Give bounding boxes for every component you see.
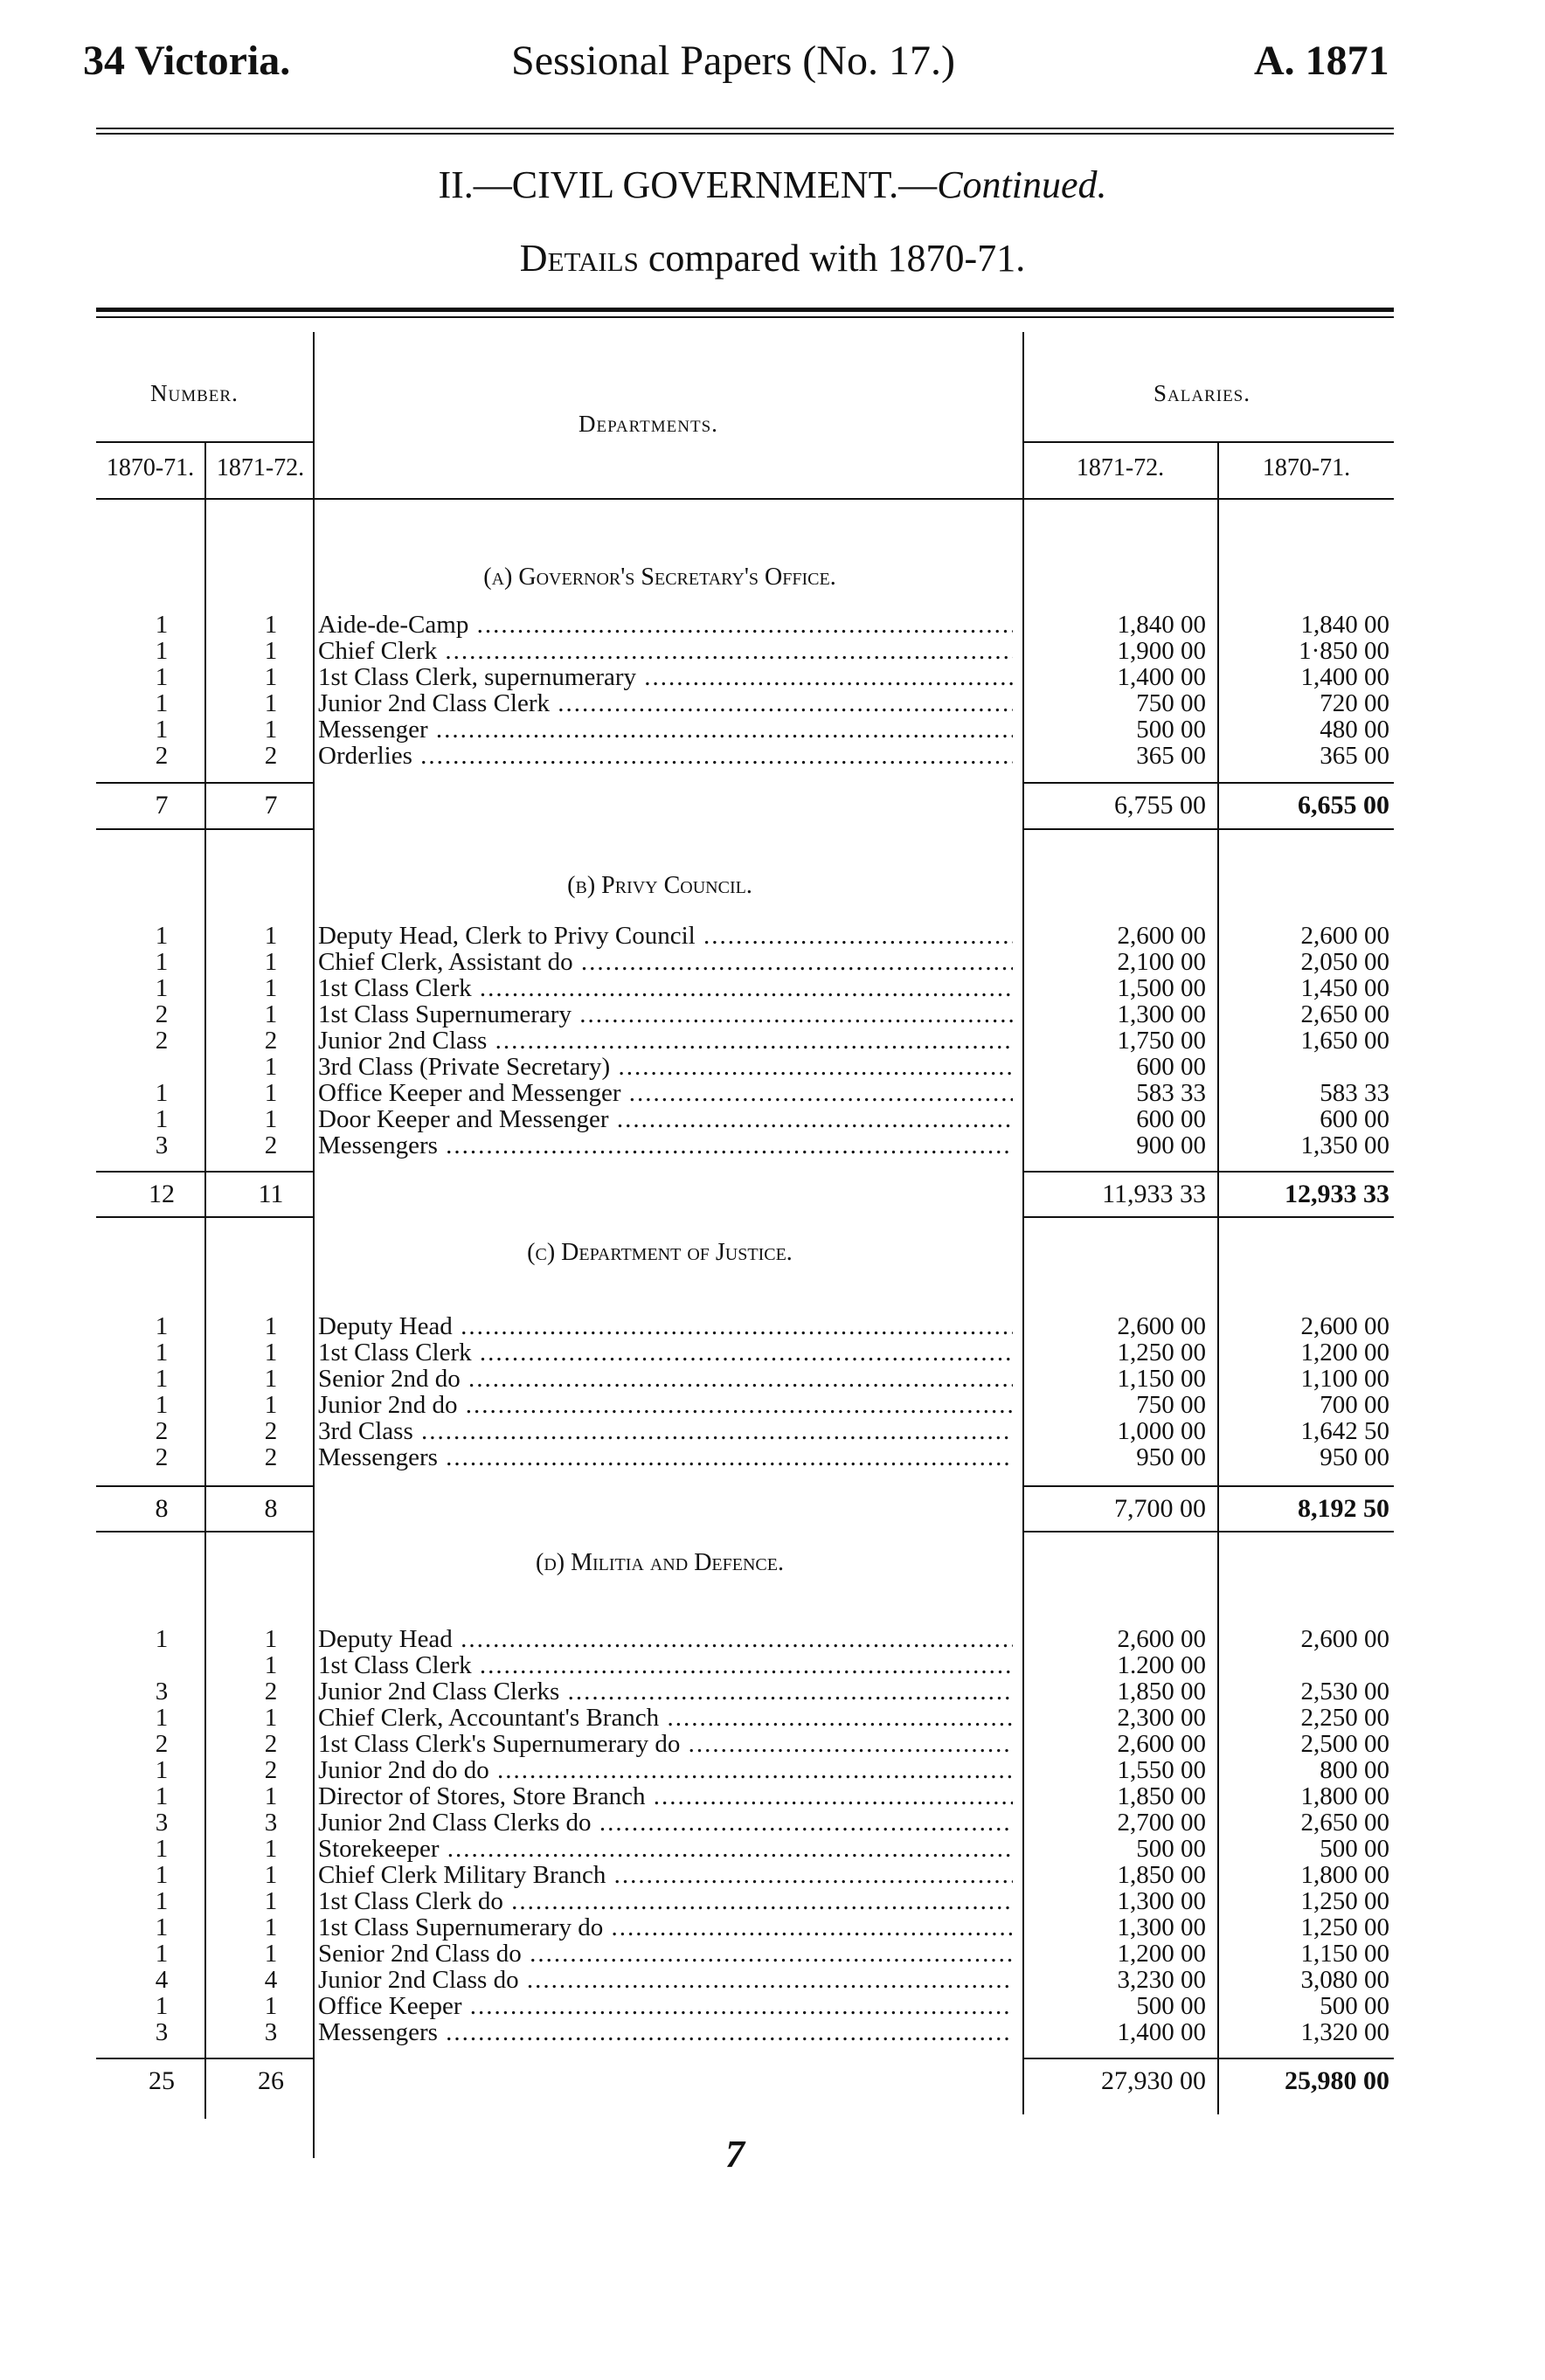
department-label: Messengers ..... — [318, 1132, 1013, 1159]
count-1870-71: 1 — [155, 1887, 169, 1915]
department-label: Chief Clerk ..... — [318, 638, 1013, 664]
count-1870-71: 1 — [155, 1913, 169, 1941]
count-1870-71: 2 — [155, 1000, 169, 1028]
table-row — [0, 1313, 1545, 1339]
department-label: Aide-de-Camp ..... — [318, 612, 1013, 638]
department-label: Senior 2nd do ..... — [318, 1366, 1013, 1392]
header-bottom-rule — [96, 498, 1394, 500]
table-row — [0, 612, 1545, 638]
count-1870-71: 1 — [155, 1940, 169, 1968]
total-salary-1871-72: 6,755 00 — [1114, 791, 1206, 820]
count-1870-71: 1 — [155, 637, 169, 665]
salary-1871-72: 600 00 — [1136, 1105, 1206, 1133]
total-salary-1870-71: 8,192 50 — [1298, 1494, 1389, 1523]
department-label: Senior 2nd Class do ..... — [318, 1941, 1013, 1967]
salary-1870-71: 480 00 — [1320, 716, 1389, 744]
count-1871-72: 2 — [264, 742, 278, 770]
count-1871-72: 1 — [264, 716, 278, 744]
salary-1870-71: 1,650 00 — [1300, 1027, 1389, 1055]
table-row — [0, 1731, 1545, 1757]
salary-1871-72: 500 00 — [1136, 716, 1206, 744]
salary-1870-71: 1,800 00 — [1300, 1861, 1389, 1889]
department-label: Junior 2nd do ..... — [318, 1392, 1013, 1418]
count-1870-71: 1 — [155, 922, 169, 950]
table-row — [0, 1339, 1545, 1366]
table-row — [0, 1106, 1545, 1132]
count-1871-72: 3 — [264, 1809, 278, 1837]
salary-1871-72: 2,600 00 — [1117, 1312, 1206, 1340]
department-label: 1st Class Clerk ..... — [318, 975, 1013, 1001]
salary-1870-71: 1,250 00 — [1300, 1887, 1389, 1915]
subtotal-top-rule — [96, 782, 313, 784]
salary-1871-72: 1,250 00 — [1117, 1339, 1206, 1366]
salary-1870-71: 2,050 00 — [1300, 948, 1389, 976]
count-1870-71: 1 — [155, 948, 169, 976]
total-count-1871-72: 26 — [258, 2066, 284, 2095]
header-rule-1 — [96, 128, 1394, 129]
total-count-1871-72: 11 — [258, 1180, 284, 1208]
salary-1871-72: 2,600 00 — [1117, 922, 1206, 950]
col-number-heading: Number. — [150, 380, 239, 406]
salary-1871-72: 1,840 00 — [1117, 611, 1206, 639]
subtotal-bottom-rule — [96, 1216, 313, 1218]
count-1871-72: 1 — [264, 1339, 278, 1366]
salary-1871-72: 1,300 00 — [1117, 1887, 1206, 1915]
salary-1870-71: 1,320 00 — [1300, 2018, 1389, 2046]
subtotal-top-rule — [96, 1485, 313, 1487]
subtotal-top-rule — [1024, 2058, 1394, 2059]
table-row — [0, 1027, 1545, 1054]
salary-1870-71: 2,650 00 — [1300, 1809, 1389, 1837]
salary-1870-71: 1,642 50 — [1300, 1417, 1389, 1445]
subtitle-rest: compared with 1870-71. — [638, 237, 1026, 280]
salary-1871-72: 1,150 00 — [1117, 1365, 1206, 1393]
salary-1870-71: 1,400 00 — [1300, 663, 1389, 691]
count-1871-72: 2 — [264, 1730, 278, 1758]
table-row — [0, 1783, 1545, 1809]
department-label: 1st Class Clerk do ..... — [318, 1888, 1013, 1914]
col-1871-72-salary: 1871-72. — [1076, 454, 1165, 481]
table-row — [0, 690, 1545, 716]
department-label: Director of Stores, Store Branch ..... — [318, 1783, 1013, 1809]
total-salary-1871-72: 11,933 33 — [1102, 1180, 1206, 1208]
title-continued: Continued. — [937, 163, 1107, 206]
salary-1870-71: 2,530 00 — [1300, 1678, 1389, 1705]
count-1870-71: 1 — [155, 1992, 169, 2020]
table-row — [0, 1967, 1545, 1993]
col-salaries-heading: Salaries. — [1154, 380, 1251, 406]
salary-1870-71: 2,600 00 — [1300, 1312, 1389, 1340]
salary-1870-71: 2,500 00 — [1300, 1730, 1389, 1758]
table-row — [0, 1862, 1545, 1888]
table-top-rule-2 — [96, 316, 1394, 318]
count-1871-72: 1 — [264, 1887, 278, 1915]
table-row — [0, 1888, 1545, 1914]
count-1871-72: 1 — [264, 1312, 278, 1340]
count-1870-71: 1 — [155, 1391, 169, 1419]
salary-1870-71: 1,150 00 — [1300, 1940, 1389, 1968]
count-1870-71: 2 — [155, 1730, 169, 1758]
department-label: Deputy Head, Clerk to Privy Council ..... — [318, 923, 1013, 949]
count-1870-71: 2 — [155, 1443, 169, 1471]
count-1871-72: 1 — [264, 1940, 278, 1968]
count-1870-71: 3 — [155, 1809, 169, 1837]
table-row — [0, 1418, 1545, 1444]
subtotal-bottom-rule — [96, 828, 313, 830]
salary-1870-71: 1,840 00 — [1300, 611, 1389, 639]
count-1870-71: 1 — [155, 1079, 169, 1107]
col-departments-heading: Departments. — [579, 411, 718, 437]
department-label: Deputy Head ..... — [318, 1626, 1013, 1652]
section-title-governors-office: (a) Governor's Secretary's Office. — [483, 564, 836, 591]
count-1871-72: 1 — [264, 1835, 278, 1863]
salary-1871-72: 1,200 00 — [1117, 1940, 1206, 1968]
count-1870-71: 2 — [155, 742, 169, 770]
total-count-1870-71: 8 — [155, 1494, 169, 1523]
count-1871-72: 1 — [264, 1625, 278, 1653]
count-1870-71: 1 — [155, 1625, 169, 1653]
salary-1870-71: 2,650 00 — [1300, 1000, 1389, 1028]
table-row — [0, 1757, 1545, 1783]
table-row — [0, 716, 1545, 743]
table-row — [0, 2019, 1545, 2045]
count-1870-71: 1 — [155, 1756, 169, 1784]
subtotal-bottom-rule — [1024, 1216, 1394, 1218]
salary-1870-71: 1,800 00 — [1300, 1782, 1389, 1810]
subtotal-row — [0, 1180, 1545, 1209]
salary-1871-72: 1,900 00 — [1117, 637, 1206, 665]
department-label: Messengers ..... — [318, 1444, 1013, 1470]
department-label: Junior 2nd Class Clerk ..... — [318, 690, 1013, 716]
salary-1871-72: 1,300 00 — [1117, 1913, 1206, 1941]
salary-1870-71: 700 00 — [1320, 1391, 1389, 1419]
count-1871-72: 1 — [264, 1105, 278, 1133]
department-label: 1st Class Clerk ..... — [318, 1652, 1013, 1678]
count-1870-71: 1 — [155, 1365, 169, 1393]
total-salary-1871-72: 27,930 00 — [1101, 2066, 1206, 2095]
count-1871-72: 1 — [264, 1913, 278, 1941]
section-title-privy-council: (b) Privy Council. — [567, 872, 752, 899]
salary-1871-72: 365 00 — [1136, 742, 1206, 770]
count-1870-71: 1 — [155, 1105, 169, 1133]
salary-1870-71: 800 00 — [1320, 1756, 1389, 1784]
subtotal-bottom-rule — [1024, 1531, 1394, 1532]
salary-1871-72: 500 00 — [1136, 1992, 1206, 2020]
department-label: Chief Clerk, Assistant do ..... — [318, 949, 1013, 975]
salary-1870-71: 1·850 00 — [1299, 637, 1389, 665]
salary-1870-71: 1,250 00 — [1300, 1913, 1389, 1941]
table-row — [0, 1001, 1545, 1027]
count-1870-71: 1 — [155, 689, 169, 717]
department-label: 1st Class Supernumerary ..... — [318, 1001, 1013, 1027]
count-1871-72: 1 — [264, 1782, 278, 1810]
count-1871-72: 1 — [264, 1992, 278, 2020]
salary-1870-71: 1,450 00 — [1300, 974, 1389, 1002]
department-label: Deputy Head ..... — [318, 1313, 1013, 1339]
subtitle-details: Details — [519, 237, 639, 280]
total-count-1870-71: 7 — [155, 791, 169, 820]
table-row — [0, 664, 1545, 690]
table-row — [0, 638, 1545, 664]
department-label: Chief Clerk, Accountant's Branch ..... — [318, 1705, 1013, 1731]
department-label: Office Keeper and Messenger ..... — [318, 1080, 1013, 1106]
count-1871-72: 1 — [264, 974, 278, 1002]
table-row — [0, 949, 1545, 975]
table-row — [0, 1941, 1545, 1967]
salary-1871-72: 600 00 — [1136, 1053, 1206, 1081]
department-label: 1st Class Supernumerary do ..... — [318, 1914, 1013, 1941]
salary-1871-72: 1,850 00 — [1117, 1678, 1206, 1705]
count-1871-72: 1 — [264, 1000, 278, 1028]
salary-1870-71: 600 00 — [1320, 1105, 1389, 1133]
department-label: 3rd Class ..... — [318, 1418, 1013, 1444]
count-1871-72: 1 — [264, 948, 278, 976]
salaries-subhead-rule — [1024, 441, 1394, 443]
total-salary-1870-71: 12,933 33 — [1285, 1180, 1389, 1208]
count-1871-72: 1 — [264, 637, 278, 665]
salary-1871-72: 1,300 00 — [1117, 1000, 1206, 1028]
table-row — [0, 743, 1545, 769]
count-1870-71: 3 — [155, 1131, 169, 1159]
count-1871-72: 1 — [264, 1704, 278, 1732]
section-title-justice: (c) Department of Justice. — [527, 1239, 793, 1266]
count-1870-71: 2 — [155, 1027, 169, 1055]
salary-1870-71: 500 00 — [1320, 1992, 1389, 2020]
page-title — [0, 163, 1545, 207]
salary-1871-72: 2,100 00 — [1117, 948, 1206, 976]
count-1870-71: 1 — [155, 663, 169, 691]
salary-1871-72: 1,500 00 — [1117, 974, 1206, 1002]
salary-1871-72: 1,400 00 — [1117, 663, 1206, 691]
salary-1871-72: 750 00 — [1136, 1391, 1206, 1419]
table-row — [0, 1080, 1545, 1106]
count-1870-71: 3 — [155, 2018, 169, 2046]
count-1871-72: 1 — [264, 922, 278, 950]
count-1870-71: 3 — [155, 1678, 169, 1705]
count-1871-72: 1 — [264, 1651, 278, 1679]
total-salary-1870-71: 6,655 00 — [1298, 791, 1389, 820]
total-salary-1871-72: 7,700 00 — [1114, 1494, 1206, 1523]
salary-1870-71: 950 00 — [1320, 1443, 1389, 1471]
count-1871-72: 1 — [264, 689, 278, 717]
department-label: 3rd Class (Private Secretary) ..... — [318, 1054, 1013, 1080]
salary-1871-72: 950 00 — [1136, 1443, 1206, 1471]
table-row — [0, 1132, 1545, 1159]
count-1871-72: 4 — [264, 1966, 278, 1994]
table-top-rule-1 — [96, 308, 1394, 312]
department-label: Chief Clerk Military Branch ..... — [318, 1862, 1013, 1888]
table-row — [0, 1444, 1545, 1470]
count-1871-72: 2 — [264, 1443, 278, 1471]
total-count-1871-72: 8 — [264, 1494, 278, 1523]
count-1871-72: 1 — [264, 1365, 278, 1393]
department-label: 1st Class Clerk ..... — [318, 1339, 1013, 1366]
department-label: Door Keeper and Messenger ..... — [318, 1106, 1013, 1132]
count-1871-72: 2 — [264, 1417, 278, 1445]
count-1870-71: 1 — [155, 1704, 169, 1732]
table-row — [0, 1836, 1545, 1862]
department-label: Junior 2nd do do ..... — [318, 1757, 1013, 1783]
count-1870-71: 1 — [155, 1312, 169, 1340]
subtotal-row — [0, 1494, 1545, 1524]
table-row — [0, 1678, 1545, 1705]
title-main: II.—CIVIL GOVERNMENT.— — [438, 163, 938, 206]
salary-1871-72: 2,300 00 — [1117, 1704, 1206, 1732]
count-1871-72: 1 — [264, 1079, 278, 1107]
count-1871-72: 2 — [264, 1027, 278, 1055]
table-row — [0, 1993, 1545, 2019]
header-left: 34 Victoria. — [83, 38, 291, 84]
salary-1871-72: 1,750 00 — [1117, 1027, 1206, 1055]
count-1871-72: 1 — [264, 1391, 278, 1419]
col-1870-71-salary: 1870-71. — [1262, 454, 1351, 481]
subtotal-row — [0, 791, 1545, 820]
salary-1870-71: 2,600 00 — [1300, 922, 1389, 950]
count-1870-71: 1 — [155, 611, 169, 639]
count-1870-71: 1 — [155, 1782, 169, 1810]
page-number: 7 — [725, 2133, 745, 2176]
table-row — [0, 1054, 1545, 1080]
department-label: Messenger ..... — [318, 716, 1013, 743]
department-label: Junior 2nd Class ..... — [318, 1027, 1013, 1054]
total-count-1870-71: 25 — [149, 2066, 175, 2095]
salary-1871-72: 583 33 — [1136, 1079, 1206, 1107]
count-1871-72: 1 — [264, 611, 278, 639]
salary-1871-72: 2,700 00 — [1117, 1809, 1206, 1837]
salary-1871-72: 750 00 — [1136, 689, 1206, 717]
table-row — [0, 1914, 1545, 1941]
table-row — [0, 975, 1545, 1001]
salary-1871-72: 1,400 00 — [1117, 2018, 1206, 2046]
department-label: 1st Class Clerk, supernumerary ..... — [318, 664, 1013, 690]
subtotal-top-rule — [1024, 782, 1394, 784]
subtotal-top-rule — [96, 1171, 313, 1173]
department-label: Junior 2nd Class do ..... — [318, 1967, 1013, 1993]
salary-1870-71: 720 00 — [1320, 689, 1389, 717]
salary-1870-71: 365 00 — [1320, 742, 1389, 770]
count-1871-72: 2 — [264, 1756, 278, 1784]
salary-1870-71: 583 33 — [1320, 1079, 1389, 1107]
salary-1870-71: 500 00 — [1320, 1835, 1389, 1863]
salary-1871-72: 1.200 00 — [1117, 1651, 1206, 1679]
salary-1871-72: 2,600 00 — [1117, 1625, 1206, 1653]
subtotal-bottom-rule — [1024, 828, 1394, 830]
salary-1870-71: 1,100 00 — [1300, 1365, 1389, 1393]
section-title-militia: (d) Militia and Defence. — [536, 1549, 784, 1576]
department-label: Messengers ..... — [318, 2019, 1013, 2045]
subtotal-top-rule — [96, 2058, 313, 2059]
total-salary-1870-71: 25,980 00 — [1285, 2066, 1389, 2095]
count-1870-71: 1 — [155, 1339, 169, 1366]
department-label: Junior 2nd Class Clerks ..... — [318, 1678, 1013, 1705]
count-1871-72: 3 — [264, 2018, 278, 2046]
salary-1871-72: 900 00 — [1136, 1131, 1206, 1159]
count-1870-71: 1 — [155, 974, 169, 1002]
salary-1871-72: 3,230 00 — [1117, 1966, 1206, 1994]
count-1871-72: 1 — [264, 1053, 278, 1081]
count-1871-72: 1 — [264, 1861, 278, 1889]
subtotal-top-rule — [1024, 1171, 1394, 1173]
col-1870-71-number: 1870-71. — [106, 454, 195, 481]
table-row — [0, 1366, 1545, 1392]
salary-1870-71: 2,600 00 — [1300, 1625, 1389, 1653]
total-count-1871-72: 7 — [264, 791, 278, 820]
salary-1871-72: 1,850 00 — [1117, 1782, 1206, 1810]
subtotal-top-rule — [1024, 1485, 1394, 1487]
department-label: Junior 2nd Class Clerks do ..... — [318, 1809, 1013, 1836]
header-right: A. 1871 — [1254, 38, 1389, 84]
table-row — [0, 1705, 1545, 1731]
count-1871-72: 1 — [264, 663, 278, 691]
salary-1870-71: 3,080 00 — [1300, 1966, 1389, 1994]
col-1871-72-number: 1871-72. — [216, 454, 305, 481]
department-label: Orderlies ..... — [318, 743, 1013, 769]
salary-1870-71: 1,200 00 — [1300, 1339, 1389, 1366]
salary-1870-71: 1,350 00 — [1300, 1131, 1389, 1159]
table-row — [0, 1652, 1545, 1678]
count-1871-72: 2 — [264, 1131, 278, 1159]
salary-1871-72: 1,000 00 — [1117, 1417, 1206, 1445]
salary-1871-72: 2,600 00 — [1117, 1730, 1206, 1758]
count-1871-72: 2 — [264, 1678, 278, 1705]
header-center: Sessional Papers (No. 17.) — [511, 38, 955, 84]
subtotal-row — [0, 2066, 1545, 2096]
table-row — [0, 923, 1545, 949]
salary-1871-72: 500 00 — [1136, 1835, 1206, 1863]
page-subtitle — [0, 236, 1545, 280]
table-row — [0, 1809, 1545, 1836]
table-row — [0, 1626, 1545, 1652]
count-1870-71: 1 — [155, 716, 169, 744]
subtotal-bottom-rule — [96, 1531, 313, 1532]
count-1870-71: 4 — [155, 1966, 169, 1994]
department-label: 1st Class Clerk's Supernumerary do ..... — [318, 1731, 1013, 1757]
department-label: Storekeeper ..... — [318, 1836, 1013, 1862]
salary-1871-72: 1,850 00 — [1117, 1861, 1206, 1889]
count-1870-71: 2 — [155, 1417, 169, 1445]
total-count-1870-71: 12 — [149, 1180, 175, 1208]
salary-1871-72: 1,550 00 — [1117, 1756, 1206, 1784]
table-row — [0, 1392, 1545, 1418]
department-label: Office Keeper ..... — [318, 1993, 1013, 2019]
header-rule-2 — [96, 133, 1394, 135]
count-1870-71: 1 — [155, 1835, 169, 1863]
salary-1870-71: 2,250 00 — [1300, 1704, 1389, 1732]
count-1870-71: 1 — [155, 1861, 169, 1889]
